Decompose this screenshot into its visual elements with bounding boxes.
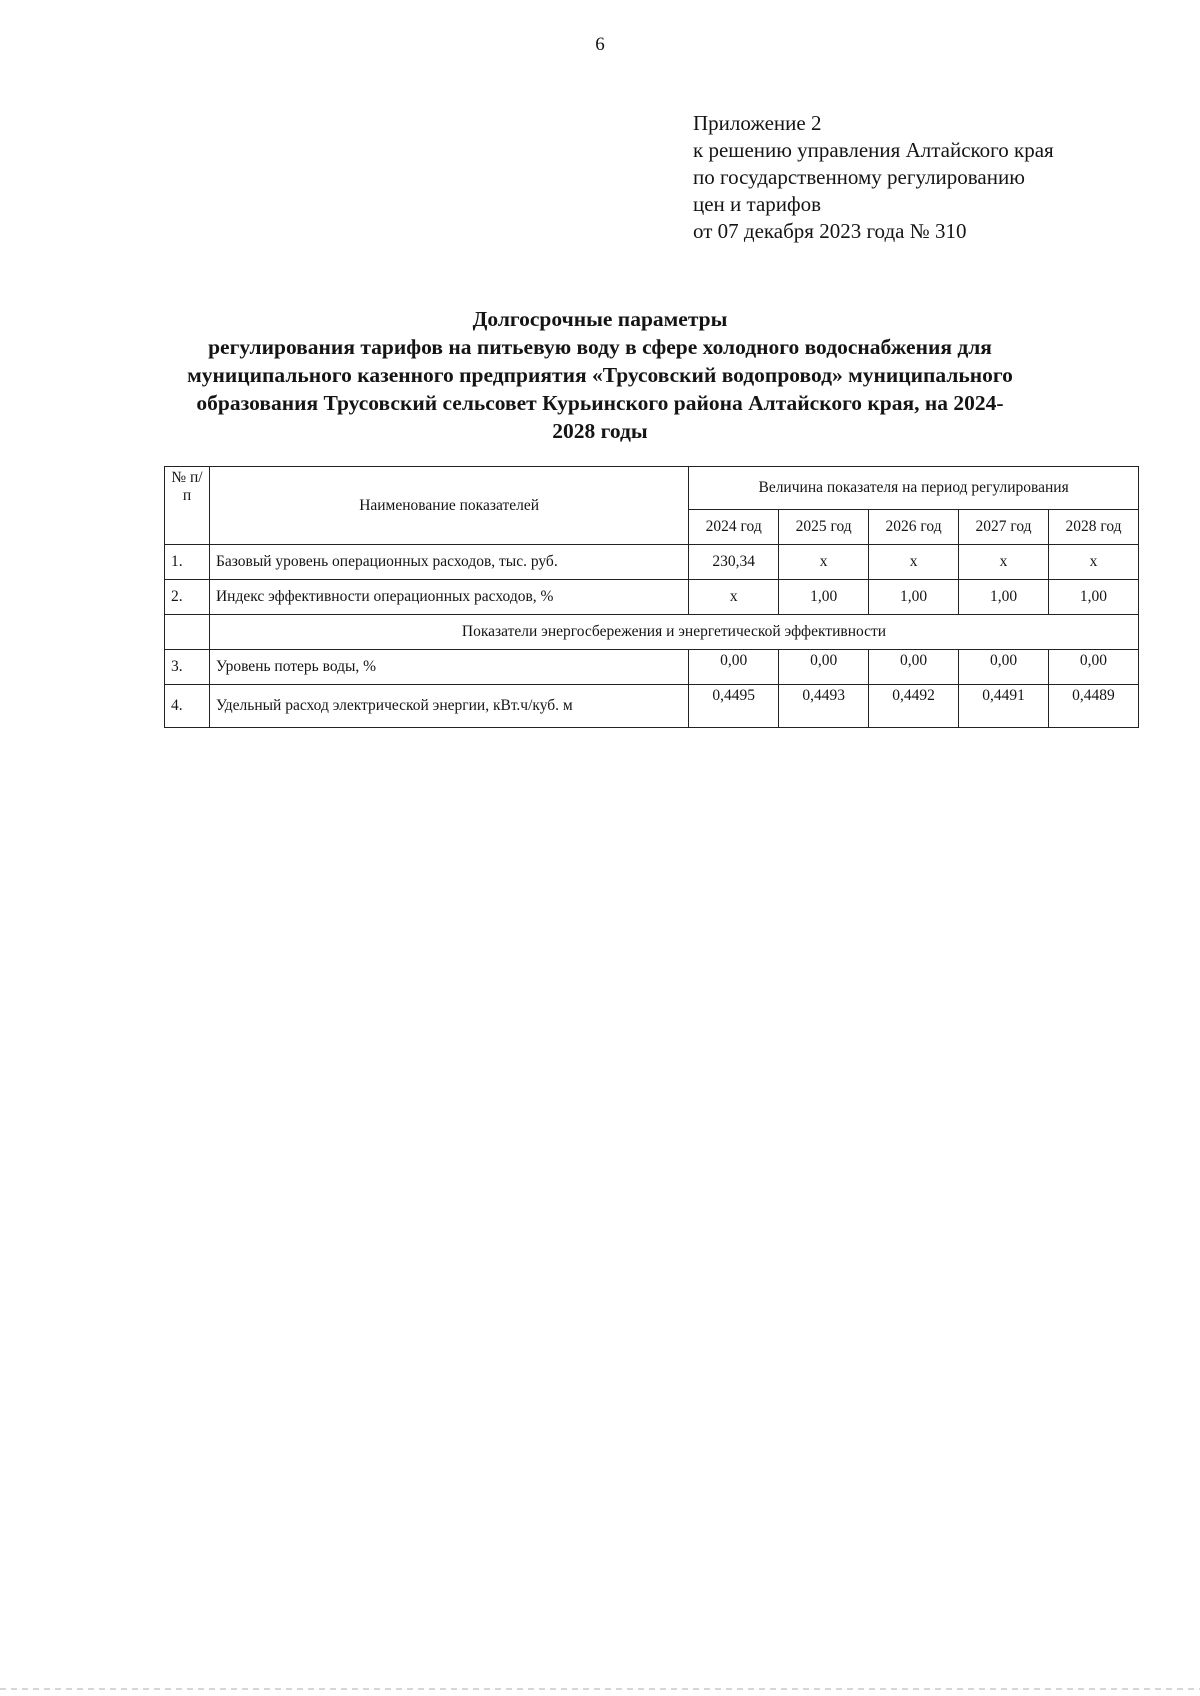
section-title: Показатели энергосбережения и энергетической эффективности [209, 615, 1138, 650]
row-value: 0,4492 [869, 685, 959, 728]
row-num: 4. [165, 685, 210, 728]
row-num: 1. [165, 545, 210, 580]
row-name: Уровень потерь воды, % [209, 650, 688, 685]
section-num-empty [165, 615, 210, 650]
row-value: х [689, 580, 779, 615]
header-year: 2027 год [959, 510, 1049, 545]
row-name: Индекс эффективности операционных расходов, % [209, 580, 688, 615]
row-value: 0,4491 [959, 685, 1049, 728]
row-value: 0,4495 [689, 685, 779, 728]
row-value: 1,00 [869, 580, 959, 615]
row-value: х [869, 545, 959, 580]
header-year: 2026 год [869, 510, 959, 545]
row-value: 1,00 [779, 580, 869, 615]
section-row [165, 615, 1139, 650]
row-value: х [779, 545, 869, 580]
appendix-line: к решению управления Алтайского края [693, 138, 1054, 162]
document-title [150, 305, 1050, 445]
appendix-line: по государственному регулированию [693, 165, 1025, 189]
header-year: 2024 год [689, 510, 779, 545]
title-line: Долгосрочные параметры [472, 307, 728, 331]
row-value: 0,00 [869, 650, 959, 685]
row-num: 2. [165, 580, 210, 615]
appendix-line: цен и тарифов [693, 192, 822, 216]
header-name: Наименование показателей [209, 467, 688, 545]
table-row [165, 650, 1139, 685]
row-value: х [959, 545, 1049, 580]
table-row [165, 580, 1139, 615]
row-value: 0,4493 [779, 685, 869, 728]
appendix-line: от 07 декабря 2023 года № 310 [693, 219, 967, 243]
row-value: 0,00 [959, 650, 1049, 685]
row-value: 1,00 [1048, 580, 1138, 615]
row-value: 0,00 [779, 650, 869, 685]
parameters-table [164, 466, 1139, 728]
title-line: образования Трусовский сельсовет Курьинского района Алтайского края, на 2024- [196, 391, 1004, 415]
header-num: № п/п [165, 467, 210, 545]
header-year: 2028 год [1048, 510, 1138, 545]
row-name: Базовый уровень операционных расходов, тыс. руб. [209, 545, 688, 580]
title-line: регулирования тарифов на питьевую воду в сфере холодного водоснабжения для [208, 335, 992, 359]
header-period: Величина показателя на период регулирования [689, 467, 1139, 510]
row-value: х [1048, 545, 1138, 580]
row-value: 0,00 [1048, 650, 1138, 685]
row-value: 0,00 [689, 650, 779, 685]
appendix-block [693, 110, 1173, 245]
table-row [165, 545, 1139, 580]
row-name: Удельный расход электрической энергии, кВт.ч/куб. м [209, 685, 688, 728]
title-line: муниципального казенного предприятия «Трусовский водопровод» муниципального [187, 363, 1013, 387]
row-value: 0,4489 [1048, 685, 1138, 728]
table-row [165, 685, 1139, 728]
page-number: 6 [595, 34, 605, 55]
appendix-line: Приложение 2 [693, 111, 822, 135]
row-value: 230,34 [689, 545, 779, 580]
row-value: 1,00 [959, 580, 1049, 615]
row-num: 3. [165, 650, 210, 685]
scan-edge-artifact [0, 1688, 1200, 1690]
title-line: 2028 годы [552, 419, 648, 443]
header-year: 2025 год [779, 510, 869, 545]
